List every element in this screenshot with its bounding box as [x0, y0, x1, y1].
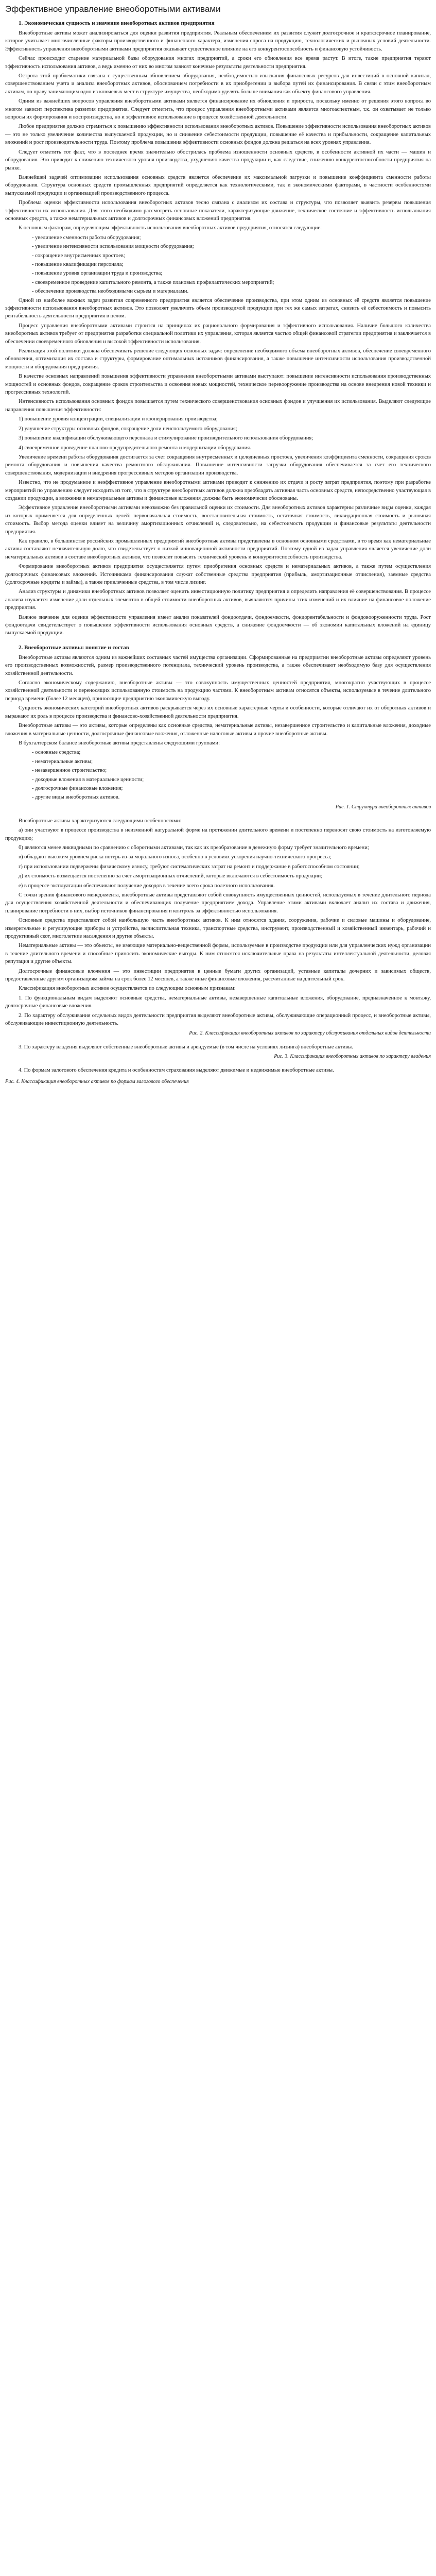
paragraph: Анализ структуры и динамики внеоборотных активов позволяет оценить инвестиционную политику предприятия и определить направления её совершенствования. В процессе анализа изучается изменение доли отдельных элементов в общей стоимости внеоборотных активов, выявляются причины этих изменений и их влияние на финансовое положение предприятия. [5, 589, 431, 611]
efficiency-item: 4) своевременное проведение планово-предупредительного ремонта и модернизации оборудования. [19, 445, 251, 451]
factor-item: - своевременное проведение капитального ремонта, а также плановых профилактических мероприятий; [32, 279, 274, 285]
efficiency-item: 3) повышение квалификации обслуживающего персонала и стимулирование производительного использования оборудования; [19, 435, 313, 442]
paragraph: Сейчас происходит старение материальной базы оборудования многих предприятий, а сроки его обновления все время растут. В итоге, такие предприятия теряют эффективность использования активов, а ведь именно от них во многом зависят конечные результаты деятельности предприятия. [5, 56, 431, 70]
classification-intro: Классификация внеоборотных активов осуществляется по следующим основным признакам: [19, 986, 236, 992]
figure-1-caption: Рис. 1. Структура внеоборотных активов [335, 804, 431, 810]
composition-item: - другие виды внеоборотных активов. [32, 794, 120, 801]
paragraph: Любое предприятие должно стремиться к повышению эффективности использования внеоборотных активов. Повышение эффективности использования внеоборотных активов — это не только увеличение количества выпускаемой продукции, но и снижение себестоимости продукции, повышение её качества и прибыльности, сокращение капитальных вложений и рост производительности труда. Поэтому проблема повышения эффективности основных фондов должна решаться на всех уровнях управления. [5, 124, 431, 146]
section-1-heading: 1. Экономическая сущность и значение внеоборотных активов предприятия [19, 20, 215, 26]
paragraph: Формирование внеоборотных активов предприятия осуществляется путем приобретения основных средств и нематериальных активов, а также путем осуществления долгосрочных финансовых вложений. Источниками финансирования служат собственные средства предприятия (прибыль, амортизационные отчисления), заемные средства (долгосрочные кредиты и займы), а также привлеченные средства, в том числе лизинг. [5, 564, 431, 585]
feature-item: е) в процессе эксплуатации обеспечивают получение доходов в течение всего срока полезного использования. [19, 883, 275, 889]
paragraph: С точки зрения финансового менеджмента, внеоборотные активы представляют собой совокупность имущественных ценностей, используемых в течение длительного периода для осуществления хозяйственной деятельности и обеспечивающих получение предприятием дохода. Управление этими активами включает анализ их состава и движения, планирование потребности в них, выбор источников финансирования и контроль за эффективностью использования. [5, 892, 431, 914]
figure-4-caption: Рис. 4. Классификация внеоборотных активов по формам залогового обеспечения [5, 1079, 189, 1085]
efficiency-item: 1) повышение уровня концентрации, специализации и кооперирования производства; [19, 416, 218, 422]
feature-item: б) являются менее ликвидными по сравнению с оборотными активами, так как их преобразование в денежную форму требует значительного времени; [19, 844, 369, 851]
features-intro: Внеоборотные активы характеризуются следующими особенностями: [19, 818, 182, 824]
paragraph: Одним из важнейших вопросов управления внеоборотными активами является финансирование их обновления и прироста, поскольку именно от решения этого вопроса во многом зависит перспектива развития предприятия. Следует отметить, что процесс управления внеоборотными активами является многоаспектным, т.к. он охватывает не только вопросы их формирования и воспроизводства, но и эффективное использование в процессе хозяйственной деятельности. [5, 98, 431, 121]
paragraph: Внеоборотные активы может анализироваться для оценки развития предприятия. Реальным обеспечением их развития служит долгосрочное и краткосрочное планирование, которое учитывает многочисленные факторы производственного и финансового характера, изменения спроса на продукцию, технологических и рыночных условий деятельности. Эффективность управления внеоборотными активами предприятия оказывает существенное влияние на его конкурентоспособность и финансовую устойчивость. [5, 30, 431, 52]
classification-item: 1. По функциональным видам выделяют основные средства, нематериальные активы, незавершенные капитальные вложения, оборудование, предназначенное к монтажу, долгосрочные финансовые вложения. [5, 995, 431, 1009]
efficiency-intro: Интенсивность использования основных фондов повышается путем технического совершенствования основных фондов и улучшения их использования. Выделяют следующие направления повышения эффективности: [5, 399, 431, 413]
feature-item: в) обладают высоким уровнем риска потерь из-за морального износа, особенно в условиях ускорения научно-технического прогресса; [19, 854, 332, 860]
composition-item: - основные средства; [32, 750, 81, 756]
factor-item: - повышение квалификации персонала; [32, 261, 124, 267]
composition-item: - долгосрочные финансовые вложения; [32, 785, 123, 791]
feature-item: г) при использовании подвержены физическому износу, требуют систематических затрат на ремонт и поддержание в работоспособном состоянии; [19, 863, 360, 870]
paragraph: Процесс управления внеоборотными активами строится на принципах их рационального формирования и эффективного использования. Наличие большого количества внеоборотных активов требует от предприятия разработки специальной политики их управления, которая является частью общей финансовой стратегии предприятия и заключается в обеспечении своевременного обновления и высокой эффективности использования. [5, 323, 431, 345]
factors-intro: К основным факторам, определяющим эффективность использования внеоборотных активов предприятия, относятся следующие: [19, 225, 322, 231]
composition-intro: В бухгалтерском балансе внеоборотные активы представлены следующими группами: [19, 740, 220, 746]
classification-item: 3. По характеру владения выделяют собственные внеоборотные активы и арендуемые (в том числе на условиях лизинга) внеоборотные активы. [19, 1044, 353, 1050]
efficiency-item: 2) улучшение структуры основных фондов, сокращение доли неиспользуемого оборудования; [19, 426, 237, 432]
paragraph: Эффективное управление внеоборотными активами невозможно без правильной оценки их стоимости. Для внеоборотных активов характерны различные виды оценки, каждая из которых применяется для определенных целей: первоначальная стоимость, восстановительная стоимость, остаточная стоимость, ликвидационная стоимость и рыночная стоимость. Выбор метода оценки влияет на величину амортизационных отчислений и, следовательно, на себестоимость продукции и финансовые результаты деятельности предприятия. [5, 505, 431, 535]
paragraph: Проблема оценки эффективности использования внеоборотных активов тесно связана с анализом их состава и структуры, что позволяет выявить резервы повышения эффективности их использования. Для этого необходимо рассмотреть основные показатели, характеризующие движение, техническое состояние и эффективность использования основных средств, а также нематериальных активов и долгосрочных финансовых вложений предприятия. [5, 200, 431, 222]
paragraph: Одной из наиболее важных задач развития современного предприятия является обеспечение производства, при этом одним из основных её средств является повышение эффективности использования внеоборотных активов. Это позволяет увеличить объем производимой продукции при тех же самых затратах, снизить её себестоимость и повысить рентабельность деятельности предприятия в целом. [5, 297, 431, 319]
paragraph: Следует отметить тот факт, что в последнее время значительно обострилась проблема изношенности основных средств, в особенности активной их части — машин и оборудования. Это приводит к снижению технического уровня производства, ухудшению качества продукции и, как следствие, снижению конкурентоспособности предприятия на рынке. [5, 149, 431, 171]
paragraph: Сущность экономических категорий внеоборотных активов раскрывается через их основные характерные черты и особенности, которые отличают их от оборотных активов и выражают их роль в процессе производства и финансово-хозяйственной деятельности предприятия. [5, 705, 431, 719]
classification-item: 2. По характеру обслуживания отдельных видов деятельности предприятия выделяют внеоборотные активы, обслуживающие операционный процесс, и внеоборотные активы, обслуживающие инвестиционную деятельность. [5, 1012, 431, 1027]
paragraph: В качестве основных направлений повышения эффективности управления внеоборотными активами выступают: повышение интенсивности использования производственных мощностей и основных фондов, сокращение сроков строительства и освоения новых мощностей, техническое перевооружение производства на основе внедрения новой техники и прогрессивных технологий. [5, 374, 431, 396]
composition-item: - незавершенное строительство; [32, 768, 107, 774]
composition-item: - нематериальные активы; [32, 758, 93, 765]
figure-3-caption: Рис. 3. Классификация внеоборотных активов по характеру владения [274, 1053, 431, 1059]
paragraph: Нематериальные активы — это объекты, не имеющие материально-вещественной формы, используемые в производстве продукции или для управленческих нужд организации в течение длительного времени и способные приносить экономические выгоды. К ним относятся исключительные права на результаты интеллектуальной деятельности, деловая репутация и другие объекты. [5, 943, 431, 965]
classification-item: 4. По формам залогового обеспечения кредита и особенностям страхования выделяют движимые и недвижимые внеоборотные активы. [19, 1067, 334, 1073]
document-title: Эффективное управление внеоборотными активами [5, 4, 221, 14]
paragraph: Увеличение времени работы оборудования достигается за счет сокращения внутрисменных и целодневных простоев, увеличения коэффициента сменности, сокращения сроков ремонта оборудования и повышения качества ремонтного обслуживания. Повышение интенсивности загрузки оборудования обеспечивается за счет его технического совершенствования, модернизации и внедрения прогрессивных методов организации производства. [5, 454, 431, 476]
paragraph: Известно, что не продуманное и неэффективное управление внеоборотными активами приводит к снижению их отдачи и росту затрат предприятия, поэтому при разработке мероприятий по управлению следует исходить из того, что в структуре внеоборотных активов должна преобладать активная часть основных средств, непосредственно участвующая в создании продукции, а вложения в нематериальные активы и финансовые вложения должны быть экономически обоснованы. [5, 480, 431, 501]
paragraph: Важнейшей задачей оптимизации использования основных средств является обеспечение их максимальной загрузки и повышение коэффициента сменности работы оборудования. Структура основных средств промышленных предприятий определяется как технологическими, так и экономическими факторами, в частности особенностями выпускаемой продукции и организацией производственного процесса. [5, 174, 431, 196]
feature-item: д) их стоимость возмещается постепенно за счет амортизационных отчислений, которые включаются в себестоимость продукции; [19, 873, 323, 879]
paragraph: Важное значение для оценки эффективности управления имеет анализ показателей фондоотдачи, фондоемкости, фондорентабельности и фондовооруженности труда. Рост фондоотдачи свидетельствует о повышении эффективности использования основных средств, а снижение фондоемкости — об экономии капитальных вложений на единицу выпускаемой продукции. [5, 614, 431, 636]
paragraph: Основные средства представляют собой наибольшую часть внеоборотных активов. К ним относятся здания, сооружения, рабочие и силовые машины и оборудование, измерительные и регулирующие приборы и устройства, вычислительная техника, транспортные средства, инструмент, производственный и хозяйственный инвентарь, рабочий и продуктивный скот, многолетние насаждения и другие объекты. [5, 918, 431, 940]
paragraph: Внеоборотные активы являются одним из важнейших составных частей имущества организации. Сформированные на предприятии внеоборотные активы определяют уровень его производственных возможностей, размер производственного потенциала, технический уровень производства, а также обеспечивают необходимую базу для осуществления хозяйственной деятельности. [5, 654, 431, 676]
paragraph: Внеоборотные активы — это активы, которые определены как основные средства, нематериальные активы, незавершенное строительство и капитальные вложения, доходные вложения в материальные ценности, долгосрочные финансовые вложения, отложенные налоговые активы и прочие внеоборотные активы. [5, 723, 431, 737]
factor-item: - сокращение внутрисменных простоев; [32, 252, 125, 259]
paragraph: Согласно экономическому содержанию, внеоборотные активы — это совокупность имущественных ценностей предприятия, многократно участвующих в процессе хозяйственной деятельности и переносящих использованную стоимость на продукцию частями. К внеоборотным активам относятся объекты, используемые в течение длительного периода времени (более 12 месяцев), приносящие предприятию экономическую выгоду. [5, 680, 431, 702]
paragraph: Как правило, в большинстве российских промышленных предприятий внеоборотные активы представлены в основном основными средствами, в то время как нематериальные активы составляют незначительную долю, что свидетельствует о низкой инновационной активности предприятий. Поэтому одной из задач управления является увеличение доли нематериальных активов в составе внеоборотных активов, что позволит повысить технический уровень и конкурентоспособность производства. [5, 538, 431, 560]
factor-item: - увеличение интенсивности использования мощности оборудования; [32, 244, 194, 250]
paragraph: Острота этой проблематики связана с существенным обновлением оборудования, необходимостью изыскания финансовых ресурсов для инвестиций в основной капитал, совершенствованием учета и анализа внеоборотных активов, обоснованием потребности в их приобретении и выбора путей их финансирования. В связи с этим внеоборотным активам, по праву занимающим одно из ключевых мест в структуре имущества, необходимо уделять больше внимания как объекту финансового управления. [5, 73, 431, 95]
composition-item: - доходные вложения в материальные ценности; [32, 776, 144, 783]
section-2-heading: 2. Внеоборотные активы: понятие и состав [19, 644, 129, 651]
paragraph: Долгосрочные финансовые вложения — это инвестиции предприятия в ценные бумаги других организаций, уставные капиталы дочерних и зависимых обществ, предоставленные другим организациям займы на срок более 12 месяцев, а также иные финансовые вложения, рассчитанные на длительный срок. [5, 968, 431, 982]
factor-item: - повышение уровня организации труда и производства; [32, 270, 163, 277]
factor-item: - обеспечение производства необходимыми сырьем и материалами. [32, 289, 189, 295]
paragraph: Реализация этой политики должна обеспечивать решение следующих основных задач: определение необходимого объема внеоборотных активов, обеспечение своевременного обновления, оптимизация их состава и структуры, формирование оптимальных источников финансирования, а также повышение интенсивности использования производственной мощности и оборудования предприятия. [5, 348, 431, 370]
figure-2-caption: Рис. 2. Классификация внеоборотных активов по характеру обслуживания отдельных видов деятельности [189, 1030, 431, 1036]
feature-item: а) они участвуют в процессе производства в неизменной натуральной форме на протяжении длительного времени и постепенно переносят свою стоимость на изготовляемую продукцию; [5, 827, 431, 841]
document-page [0, 0, 436, 1096]
factor-item: - увеличение сменности работы оборудования; [32, 234, 141, 241]
